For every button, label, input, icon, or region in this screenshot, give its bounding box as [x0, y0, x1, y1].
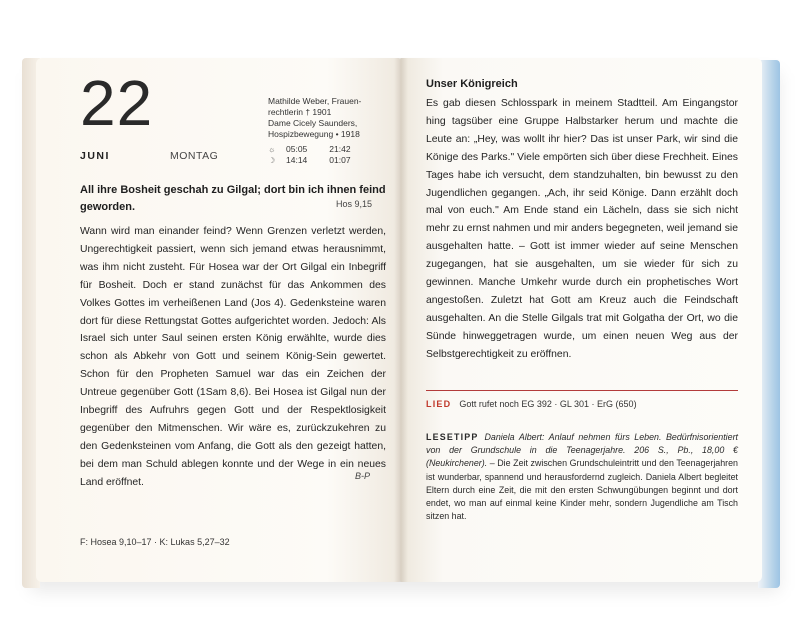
song-label: LIED [426, 399, 452, 409]
sun-moon-times [268, 144, 351, 166]
right-page-title: Unser Königreich [426, 78, 518, 90]
reading-references: F: Hosea 9,10–17 · K: Lukas 5,27–32 [80, 537, 230, 547]
right-page [400, 58, 762, 582]
commemoration-line: Mathilde Weber, Frauen- [268, 96, 362, 106]
devotion-text: Wann wird man einander feind? Wenn Grenzen verletzt werden, Ungerechtigkeit passiert, wenn sich jemand etwas herausnimmt, was ihm nicht zusteht. Für Hosea war der Ort Gilgal ein Inbegriff für Bosheit. Doch er stand zunächst für das Ankommen des Volkes Gottes im verheißenen Land (Jos 4). Gedenksteine waren dort für diese Rettungstat Gottes aufgerichtet worden. Jedoch: Als Israel sich unter Saul seinen ersten König erwählte, wurde dies schon als Abkehr von Gott und seinem König-Sein gewertet. Schon für den Propheten Samuel war das ein Zeichen der Untreue gegenüber Gott (1Sam 8,6). Bei Hosea ist Gilgal nun der Inbegriff des Aufruhrs gegen Gott und der Respektlosigkeit gegenüber den Mitmenschen. Wir wäre es, zurückzukehren zu den Gedenksteinen vom Anfang, die Gott als den gezeigt hatten, bei dem man Schuld ablegen konnte und der Wege in ein neues Land eröffnet. [80, 226, 386, 488]
moon-icon: ☽ [268, 156, 276, 165]
left-page [36, 58, 400, 582]
moonrise-time: 14:14 [286, 155, 308, 165]
book-info: Daniela Albert: Anlauf nehmen fürs Leben. Bedürfnisorientiert von der Grundschule in die Teenagerjahre. 206 S., Pb., 18,00 € (Neukirchener). [426, 432, 738, 469]
commemoration-line: Dame Cicely Saunders, [268, 118, 358, 128]
story-text: Es gab diesen Schlosspark in meinem Stadtteil. Am Eingangstor hing tagsüber eine Gruppe Halbstarker herum und machte die Leute an: „Hey, was wollt ihr hier? Das ist unser Park, wir sind die Könige des Parks." Viele empörten sich über diese Frechheit. Eines Tages habe ich versucht, dem standzuhalten, bin bewusst zu den Jugendlichen gegangen. „Ach, ihr seid Könige. Dann erzählt doch mal von euch." Am Ende stand ein Lächeln, dass sie sich nicht mehr zu ernst nahmen und mir anders begegneten, weil jemand sie ausgehalten hatte. – Gott ist immer wieder auf seine Menschen zugegangen, hat sie ausgehalten, um sie wieder für sich zu gewinnen. Manche Umkehr wurde durch ein prophetisches Wort angestoßen. Zuletzt hat Gott am Kreuz auch die Feindschaft ausgehalten. An die Stelle Gilgals trat mit Golgatha der Ort, wo die Sünde hinweggetragen wurde, um einen neuen Weg aus der Selbstgerechtigkeit zu eröffnen. [426, 98, 738, 360]
song-text: Gott rufet noch EG 392 · GL 301 · ErG (650) [459, 399, 637, 409]
moonset-time: 01:07 [329, 155, 351, 165]
book-description: – Die Zeit zwischen Grundschuleintritt und den Teenagerjahren ist wunderbar, spannend und herausfordernd zugleich. Daniela Albert begleitet Eltern durch eine Zeit, die mit den ersten Schwungübungen beginnt und dort endet, wo man auf einmal keine Kinder mehr, sondern Jugendliche am Tisch sitzen hat. [426, 458, 738, 522]
song-line [426, 399, 637, 409]
day-number: 22 [80, 67, 154, 139]
verse-reference: Hos 9,15 [335, 199, 372, 209]
sun-icon: ☼ [268, 145, 276, 154]
section-divider [426, 390, 738, 391]
book-gutter [394, 58, 408, 582]
commemorations [268, 96, 392, 140]
reading-tip [426, 431, 738, 523]
month-label: JUNI [80, 150, 110, 162]
commemoration-line: Hospizbewegung • 1918 [268, 129, 360, 139]
sun-row [268, 144, 351, 155]
moon-row [268, 155, 351, 166]
author-initials: B-P [354, 471, 370, 481]
weekday-label: MONTAG [170, 150, 219, 162]
sunrise-time: 05:05 [286, 144, 308, 154]
daily-verse: All ihre Bosheit geschah zu Gilgal; dort bin ich ihnen feind geworden. [80, 184, 386, 213]
sunset-time: 21:42 [329, 144, 351, 154]
reading-tip-label: LESETIPP [426, 432, 479, 442]
commemoration-line: rechtlerin † 1901 [268, 107, 332, 117]
